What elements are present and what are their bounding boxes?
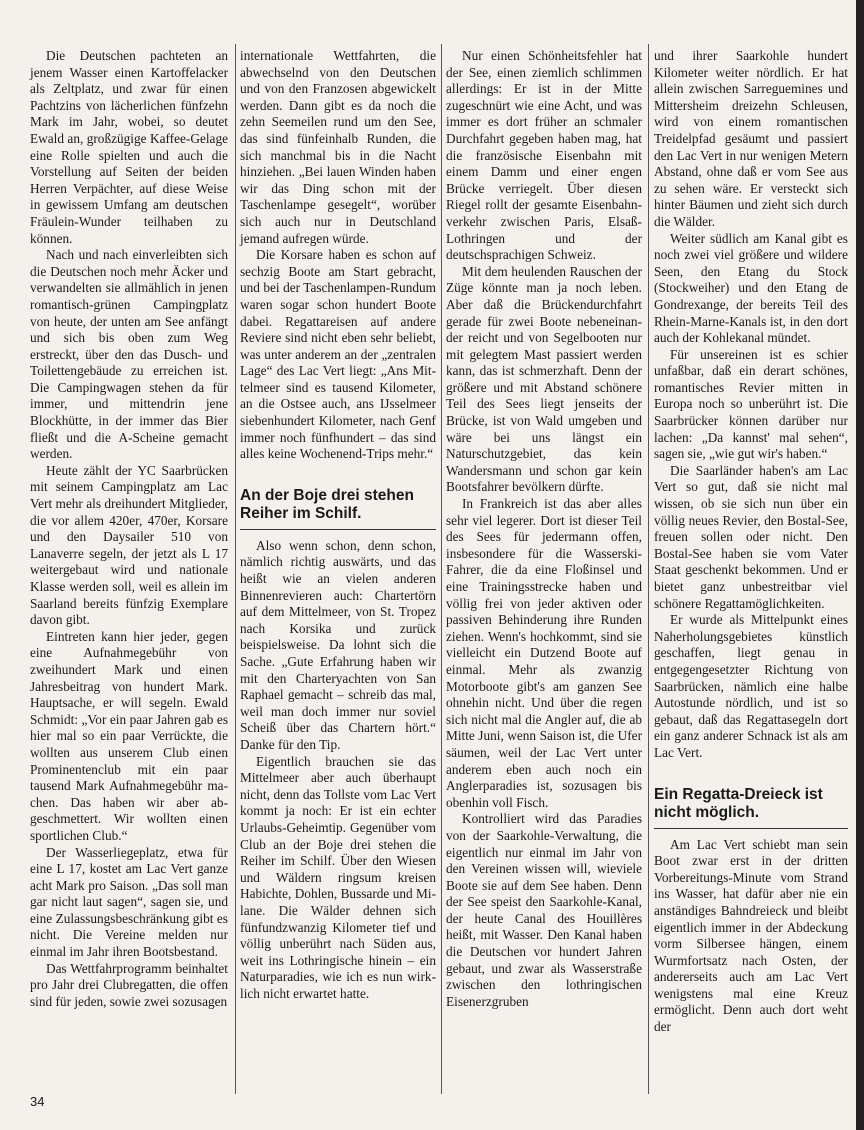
paragraph: Also wenn schon, denn schon, nämlich richtig auswärts, und das heißt wie an vielen anderen Binnenrevieren auch: Chartertörn auf dem Mittelmeer, von St. Tropez nach Korsika und zurück beispielsweise. Da lohnt sich die Sache. „Gute Erfahrung haben wir mit den Charteryachten von San Raphael gemacht – schreib das mal, weil man doch immer nur soviel Scheiß über das Chartern hört.“ Danke für den Tip. xyxy=(240,537,436,752)
subheading-block xyxy=(240,487,436,530)
subheading: An der Boje drei stehen Reiher im Schilf. xyxy=(240,486,414,522)
paragraph: Das Wettfahrprogramm beinhaltet pro Jahr drei Clubregatten, die offen sind für jeden, sowie zwei sozusagen xyxy=(30,960,228,1009)
paragraph: Er wurde als Mittelpunkt eines Naherholungsgebietes künstlich geschaffen, liegt genau in entgegengesetzter Richtung von Saarbrücken, nämlich eine halbe Autostunde nördlich, und ist so gebaut, daß das Regattasegeln dort ein ganz anderer Schnack ist als am Lac Vert. xyxy=(654,612,848,760)
paragraph: Eigentlich brauchen sie das Mittelmeer aber auch überhaupt nicht, denn das Tollste vom Lac Vert kommt ja noch: Er ist ein echter Urlaubs-Geheimtip. Gegenüber vom Club an der Boje drei stehen die Reiher im Schilf. Über den Wiesen und Wäldern ringsum kreisen Habichte, Dohlen, Bussarde und Milane. Die Wälder dehnen sich fünfundzwanzig Kilometer tief und völlig unberührt nach Süden aus, weit ins Lothringische hinein – ein Naturparadies, wie ich es nun wirklich nicht erwartet hatte. xyxy=(240,753,436,1001)
paragraph: Mit dem heulenden Rauschen der Züge könnte man ja noch leben. Aber daß die Brückendurchfahrt gerade für zwei Boote nebeneinander reicht und von Segelbooten nur mit gelegtem Mast passiert werden kann, das ist schmerzhaft. Denn der größere und mit Abstand schönere Teil des Sees liegt jenseits der Brücke, ist von Wald umgeben und wäre bei uns längst ein Naturschutzgebiet, das kein Wandersmann und schon gar kein Bootsfahrer bevölkern dürfte. xyxy=(446,263,642,495)
column-rule-3 xyxy=(648,44,649,1094)
text-column-4 xyxy=(654,48,848,1036)
paragraph: Nach und nach einverleibten sich die Deutschen noch mehr Äcker und verwandelten sie allmählich in jenen romantisch-grünen Campingplatz von heute, der unten am See anfängt und sich bis oben zum Weg erstreckt, über den das Dusch- und Toilettengebäude zu erreichen ist. Die Campingwagen stehen da für immer, und mittendrin jene Blockhütte, in der immer das Bier fließt und die A-Scheine gemacht werden. xyxy=(30,247,228,462)
paragraph: Die Deutschen pachteten an jenem Wasser einen Kartoffelacker als Zeltplatz, und zwar für einen Pachtzins von lächerlichen fünfzehn Mark im Jahr, wobei, so deutet Ewald an, großzügige Kaffee-Gelage eine Rolle spielten und auch die Vorstellung auf Seiten der beiden Herren Verpächter, auf diese Weise in gewissem Umfang am deutschen Fräulein-Wunder teilhaben zu können. xyxy=(30,48,228,246)
text-column-3 xyxy=(446,48,642,1010)
paragraph: Eintreten kann hier jeder, gegen eine Aufnahmegebühr von zweihundert Mark und einen Jahresbeitrag von hundert Mark. Hauptsache, er will segeln. Ewald Schmidt: „Vor ein paar Jahren gab es hier mal so ein paar Verrückte, die wollten aus unserem Club einen Prominentenclub mit ein paar tausend Mark Aufnahmegebühr machen. Das haben wir aber abgeschmettert. Wir wollten einen sportlichen Club.“ xyxy=(30,628,228,843)
paragraph: Nur einen Schönheitsfehler hat der See, einen ziemlich schlimmen allerdings: Er ist in der Mitte zugeschnürt wie eine Acht, und was immer es dort früher an schmaler Durchfahrt gegeben haben mag, hat die französische Eisenbahn mit einem Damm und einer engen Brücke verriegelt. Über diesen Riegel rollt der gesamte Eisenbahnverkehr zwischen Paris, Elsaß-Lothringen und der deutschsprachigen Schweiz. xyxy=(446,48,642,263)
paragraph: Die Saarländer haben's am Lac Vert so gut, daß sie nicht mal wissen, ob sie sich nun über ein völlig neues Revier, den Bostal-See, freuen sollen oder nicht. Den Bostal-See haben sie vom Vater Staat geschenkt bekommen. Und er bietet ganz unbestreitbar viel schönere Regattamöglichkeiten. xyxy=(654,462,848,611)
paragraph: Weiter südlich am Kanal gibt es noch zwei viel größere und wildere Seen, den Etang du Stock (Stockweiher) und den Etang de Gondrexange, der bereits Teil des Rhein-Marne-Kanals ist, in den dort auch der Kohlekanal mündet. xyxy=(654,230,848,346)
paragraph: internationale Wettfahrten, die abwechselnd von den Deutschen und von den Franzosen abgewickelt werden. Dann gibt es da noch die zehn Seemeilen rund um den See, das sind fünfeinhalb Runden, die sich manchmal bis in die Nacht hinziehen. „Bei lauen Winden haben wir das Ding schon mit der Taschenlampe gesegelt“, worüber sich auch nur in Deutschland jemand aufregen würde. xyxy=(240,48,436,246)
paragraph: Für unsereinen ist es schier unfaßbar, daß ein derart schönes, romantisches Revier mitten in Europa noch so unberührt ist. Die Saarbrücker können darüber nur lachen: „Da kannst' mal sehen“, sagen sie, „wie gut wir's haben.“ xyxy=(654,346,848,462)
paragraph: Heute zählt der YC Saarbrücken mit seinem Campingplatz am Lac Vert mehr als dreihundert Mitglieder, die vor allem 420er, 470er, Korsare und den Daysailer 510 von Lanaverre segeln, der jetzt als L 17 weitergebaut wird und nationale Klasse werden soll, weil es allein im Saarland bereits fünfzig Exemplare davon gibt. xyxy=(30,462,228,628)
text-column-2 xyxy=(240,48,436,1002)
subheading-block xyxy=(654,786,848,829)
column-rule-1 xyxy=(235,44,236,1094)
paragraph: Am Lac Vert schiebt man sein Boot zwar erst in der dritten Vorbereitungs-Minute vom Strand ins Wasser, hat dafür aber nie ein anständiges Bahndreieck und bleibt eigentlich immer in der Abdeckung vorm Silbersee hängen, einem Wurmfortsatz nach Osten, der andererseits auch am Lac Vert wenigstens mal eine Kreuz ermöglicht. Denn auch dort weht der xyxy=(654,836,848,1035)
column-rule-2 xyxy=(441,44,442,1094)
paragraph: In Frankreich ist das aber alles sehr viel legerer. Dort ist dieser Teil des Sees für jedermann offen, insbesondere für die Wasserski-Fahrer, die da eine Floßinsel und eine Trainingsstrecke haben und völlig frei von jeder aktiven oder passiven Behinderung ihre Runden ziehen. Wenn's hochkommt, sind sie vielleicht ein Dutzend Boote auf einmal. Mehr als zwanzig Motorboote gibt's am ganzen See ohnehin nicht. Und über die regen sich nicht mal die Angler auf, die ab Mitte Juni, wenn Saison ist, die Ufer säumen, weil der Lac Vert unter anderem eben auch noch ein Anglerparadies ist, sozusagen bis obenhin voll Fisch. xyxy=(446,496,642,810)
page-number: 34 xyxy=(30,1094,45,1109)
text-column-1 xyxy=(30,48,228,1010)
paragraph: Kontrolliert wird das Paradies von der Saarkohle-Verwaltung, die eigentlich nur einmal im Jahr von den Vereinen wissen will, wieviele Boote sie auf dem See haben. Denn der See speist den Saarkohle-Kanal, der heute Canal des Houillères heißt, mit Wasser. Den Kanal haben die Deutschen vor hundert Jahren gebaut, und zwar als Wasserstraße zwischen den lothringischen Eisenerzgruben xyxy=(446,811,642,1009)
subheading: Ein Regatta-Dreieck ist nicht möglich. xyxy=(654,785,823,821)
page-edge-bar xyxy=(856,0,864,1130)
paragraph: Der Wasserliegeplatz, etwa für eine L 17, kostet am Lac Vert ganze acht Mark pro Saison. „Das soll man gar nicht laut sagen“, sagen sie, und eine Zulassungsbeschränkung gibt es nicht. Die Vereine melden nur einmal im Jahr ihren Bootsbestand. xyxy=(30,844,228,960)
paragraph: und ihrer Saarkohle hundert Kilometer weiter nördlich. Er hat allein zwischen Sarreguemines und Mittersheim dreizehn Schleusen, wird von einem romantischen Treidelpfad gesäumt und passiert den Lac Vert in nur wenigen Metern Abstand, ohne daß er vom See aus zu sehen wäre. Er versteckt sich hinter Bäumen und zieht sich durch die Wälder. xyxy=(654,48,848,229)
paragraph: Die Korsare haben es schon auf sechzig Boote am Start gebracht, und bei der Taschenlampen-Rundum waren sogar schon hundert Boote dabei. Regattareisen auf andere Reviere sind nicht eben sehr beliebt, was unter anderem an der „zentralen Lage“ des Lac Vert liegt: „Ans Mittelmeer sind es tausend Kilometer, an die Ostsee auch, ans IJsselmeer siebenhundert Kilometer, nach Genf immer noch fünfhundert – das sind alles keine Wochenend-Trips mehr.“ xyxy=(240,247,436,462)
